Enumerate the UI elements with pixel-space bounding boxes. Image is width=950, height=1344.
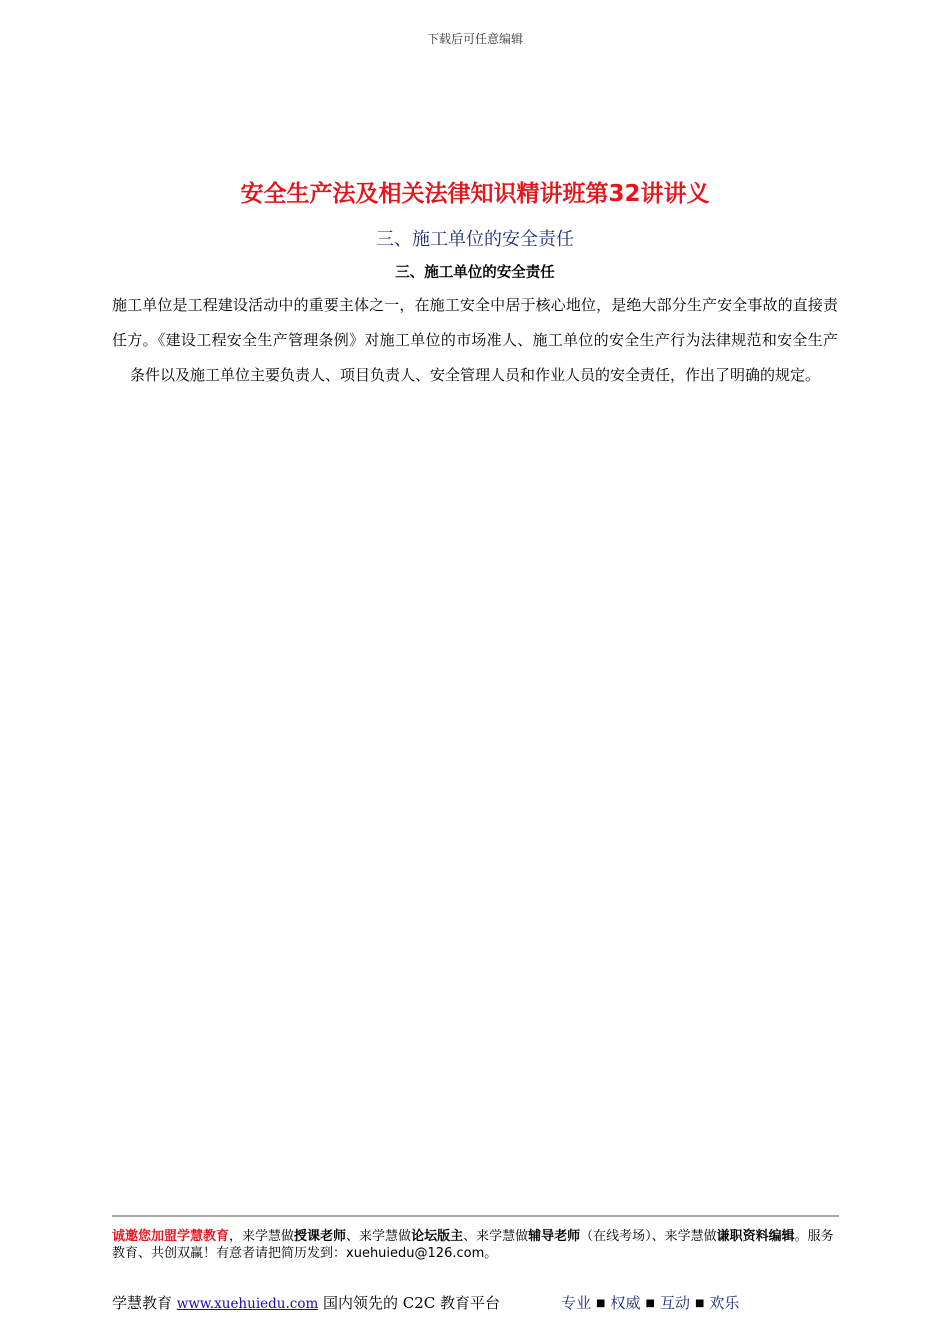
brand-tagline: 国内领先的 C2C 教育平台 <box>318 1294 501 1312</box>
footer-invitation <box>112 1228 839 1262</box>
body-paragraph: 施工单位是工程建设活动中的重要主体之一，在施工安全中居于核心地位，是绝大部分生产安全事故的直接责任方。《建设工程安全生产管理条例》对施工单位的市场准人、施工单位的安全生产行为法律规范和安全生产条件以及施工单位主要负责人、项目负责人、安全管理人员和作业人员的安全责任，作出了明确的规定。 <box>112 296 838 384</box>
header-note: 下载后可任意编辑 <box>426 32 523 46</box>
slogan-word: 专业 <box>561 1294 592 1312</box>
brand-name: 学慧教育 <box>112 1294 177 1312</box>
square-bullet-icon: ■ <box>596 1298 606 1309</box>
invite-lead: 诚邀您加盟学慧教育 <box>112 1229 230 1244</box>
brand-link[interactable]: www.xuehuiedu.com <box>176 1296 319 1312</box>
invite-text: 、来学慧做 <box>463 1229 529 1244</box>
section-heading: 三、施工单位的安全责任 <box>395 265 555 281</box>
invite-text: ，来学慧做 <box>229 1229 295 1244</box>
document-subtitle: 三、施工单位的安全责任 <box>376 229 574 250</box>
invite-text: 。 <box>484 1246 498 1261</box>
slogan-word: 欢乐 <box>709 1294 740 1312</box>
slogan-word: 权威 <box>610 1294 641 1312</box>
invite-role-tutor: 辅导老师 <box>528 1229 581 1244</box>
invite-role-moderator: 论坛版主 <box>411 1229 464 1244</box>
invite-role-editor: 谦职资料编辑 <box>716 1229 795 1244</box>
footer-brand <box>112 1292 839 1313</box>
invite-text: 。服务教育、共创双赢！有意者请把简历发到： <box>112 1229 834 1261</box>
brand-slogan <box>561 1292 739 1313</box>
document-title: 安全生产法及相关法律知识精讲班第32讲讲义 <box>240 181 710 207</box>
invite-email: xuehuiedu@126.com <box>346 1246 485 1261</box>
square-bullet-icon: ■ <box>694 1298 705 1309</box>
invite-role-teacher: 授课老师 <box>294 1229 347 1244</box>
slogan-word: 互动 <box>659 1294 690 1312</box>
invite-text: 、来学慧做 <box>346 1229 412 1244</box>
footer-divider <box>112 1215 839 1217</box>
invite-text: （在线考场）、来学慧做 <box>580 1229 717 1244</box>
square-bullet-icon: ■ <box>645 1298 655 1309</box>
